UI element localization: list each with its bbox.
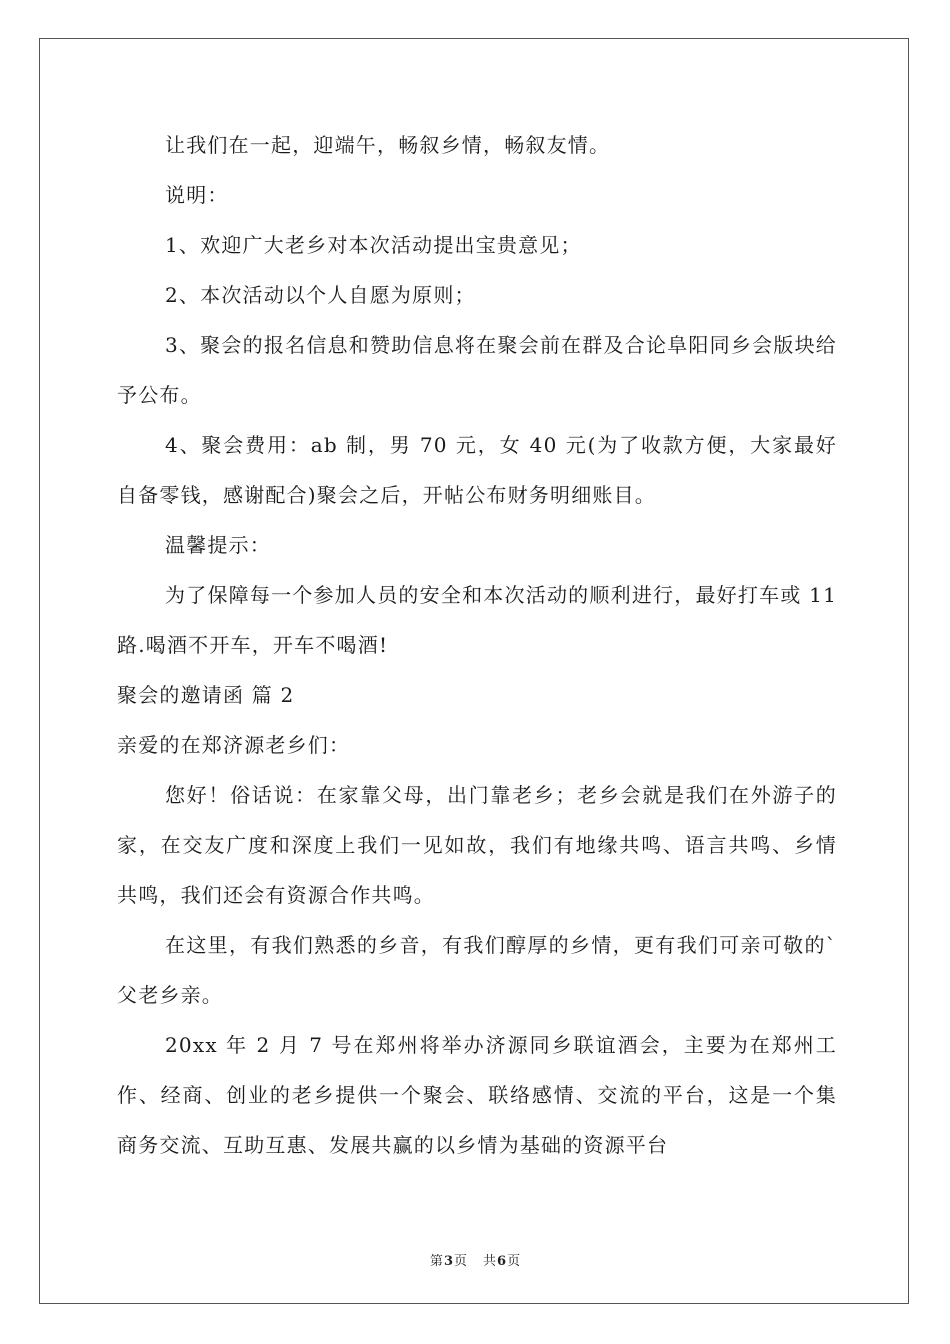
section-heading: 聚会的邀请函 篇 2 [117, 683, 295, 707]
page-footer [0, 1250, 950, 1269]
total-pages: 6 [497, 1254, 507, 1269]
page-suffix: 页 [453, 1254, 467, 1269]
salutation: 亲爱的在郑济源老乡们： [117, 733, 351, 757]
list-item: 3、聚会的报名信息和赞助信息将在聚会前在群及合论阜阳同乡会版块给予公布。 [117, 333, 837, 407]
list-item: 4、聚会费用：ab 制，男 70 元，女 40 元(为了收款方便，大家最好自备零钱，感谢配合)聚会之后，开帖公布财务明细账目。 [117, 433, 837, 507]
paragraph: 在这里，有我们熟悉的乡音，有我们醇厚的乡情，更有我们可亲可敬的`父老乡亲。 [117, 933, 837, 1007]
total-suffix: 页 [507, 1254, 521, 1269]
document-body [117, 120, 837, 1170]
list-item: 1、欢迎广大老乡对本次活动提出宝贵意见； [165, 233, 582, 257]
paragraph: 让我们在一起，迎端午，畅叙乡情，畅叙友情。 [165, 133, 611, 157]
page-number: 3 [443, 1254, 453, 1269]
page-prefix: 第 [429, 1254, 443, 1269]
paragraph: 为了保障每一个参加人员的安全和本次活动的顺利进行，最好打车或 11 路.喝酒不开车，开车不喝酒! [117, 583, 837, 657]
paragraph: 您好！俗话说：在家靠父母，出门靠老乡；老乡会就是我们在外游子的家，在交友广度和深度上我们一见如故，我们有地缘共鸣、语言共鸣、乡情共鸣，我们还会有资源合作共鸣。 [117, 783, 837, 907]
paragraph: 20xx 年 2 月 7 号在郑州将举办济源同乡联谊酒会，主要为在郑州工作、经商、创业的老乡提供一个聚会、联络感情、交流的平台，这是一个集商务交流、互助互惠、发展共赢的以乡情为基础的资源平台 [117, 1033, 837, 1157]
section-label-explanation: 说明： [165, 183, 229, 207]
total-prefix: 共 [483, 1254, 497, 1269]
list-item: 2、本次活动以个人自愿为原则； [165, 283, 476, 307]
section-label-tips: 温馨提示： [165, 533, 271, 557]
